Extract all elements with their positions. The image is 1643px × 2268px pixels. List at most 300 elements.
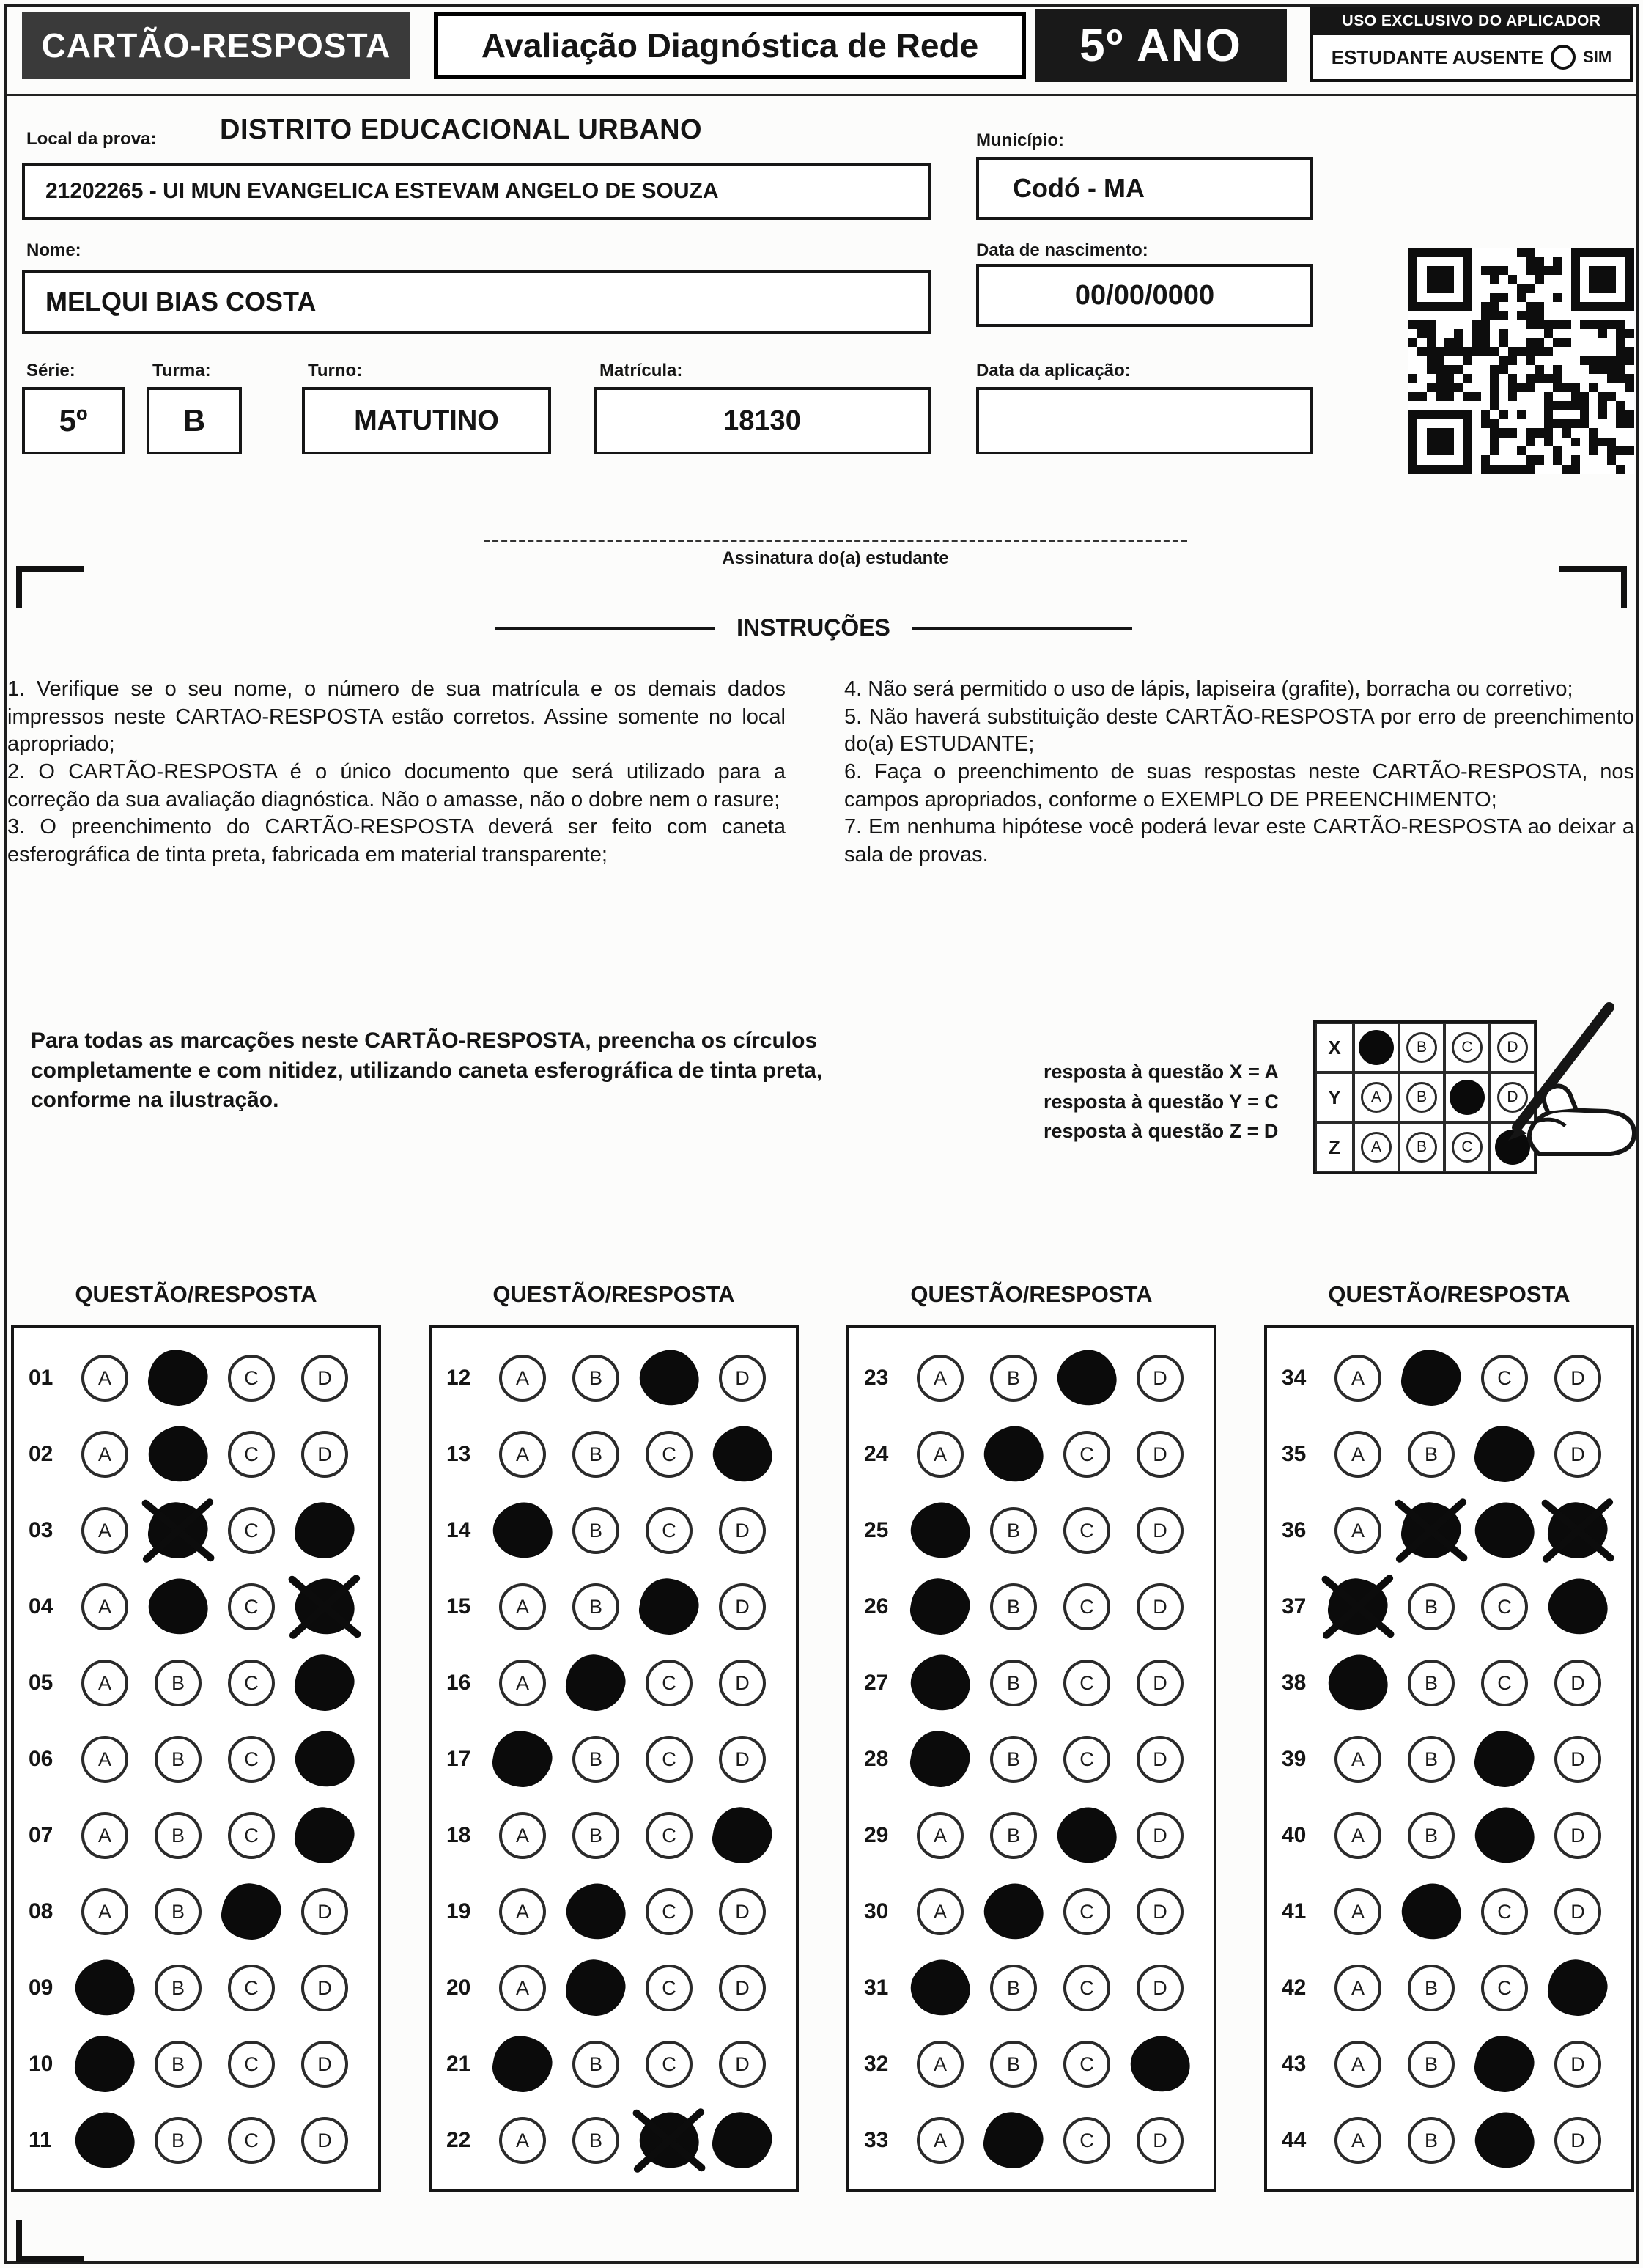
- example-bubble-b: B: [1406, 1082, 1437, 1113]
- bubble-01-d[interactable]: D: [301, 1355, 348, 1402]
- bubble-02-c[interactable]: C: [228, 1431, 275, 1478]
- answer-column-3: [846, 1325, 1216, 2192]
- bubble-42-a[interactable]: A: [1334, 1965, 1381, 2011]
- bubble-group: [486, 1950, 779, 2026]
- bubble-slot: [68, 2026, 141, 2102]
- question-row-17: [432, 1721, 796, 1797]
- bubble-18-c[interactable]: C: [646, 1812, 693, 1859]
- bubble-group: [68, 1645, 361, 1721]
- bubble-29-d[interactable]: D: [1137, 1812, 1184, 1859]
- question-number: 06: [29, 1747, 53, 1771]
- pen-mark: [1543, 1574, 1612, 1641]
- bubble-24-d[interactable]: D: [1137, 1431, 1184, 1478]
- bubble-15-a[interactable]: A: [499, 1583, 546, 1630]
- example-bubble-b: B: [1406, 1032, 1437, 1063]
- bubble-26-d[interactable]: D: [1137, 1583, 1184, 1630]
- bubble-20-d[interactable]: D: [719, 1965, 766, 2011]
- bubble-group: [1321, 1569, 1614, 1645]
- bubble-26-b[interactable]: B: [990, 1583, 1037, 1630]
- bubble-slot: [559, 1721, 632, 1797]
- bubble-slot: [1321, 2102, 1395, 2179]
- bubble-43-a[interactable]: A: [1334, 2041, 1381, 2088]
- pen-mark: [144, 1421, 213, 1488]
- bubble-08-d[interactable]: D: [301, 1888, 348, 1935]
- hand-pen-illustration: [1492, 997, 1643, 1173]
- bubble-slot: [706, 1874, 779, 1950]
- bubble-05-a[interactable]: A: [81, 1660, 128, 1706]
- bubble-06-a[interactable]: A: [81, 1736, 128, 1783]
- bubble-37-b[interactable]: B: [1408, 1583, 1455, 1630]
- bubble-02-a[interactable]: A: [81, 1431, 128, 1478]
- bubble-slot: [706, 2102, 779, 2179]
- example-bubble-d: D: [1497, 1082, 1528, 1113]
- pen-mark: [1470, 1803, 1539, 1869]
- question-number: 24: [864, 1442, 889, 1466]
- question-row-43: [1267, 2026, 1631, 2102]
- question-number: 44: [1282, 2128, 1307, 2152]
- grade-badge: 5º ANO: [1035, 9, 1287, 82]
- pen-mark: [979, 1421, 1048, 1488]
- local-value: DISTRITO EDUCACIONAL URBANO: [220, 114, 703, 145]
- bubble-38-b[interactable]: B: [1408, 1660, 1455, 1706]
- bubble-slot: [977, 1492, 1050, 1569]
- bubble-slot: [632, 1645, 706, 1721]
- bubble-14-d[interactable]: D: [719, 1507, 766, 1554]
- bubble-slot: [1395, 1797, 1468, 1874]
- bubble-group: [904, 1492, 1197, 1569]
- answers-section-title-4: QUESTÃO/RESPOSTA: [1328, 1281, 1570, 1307]
- instruction-item-1: 1. Verifique se o seu nome, o número de sua matrícula e os demais dados impressos neste CARTAO-RESPOSTA estão corretos. Assine somente no local apropriado;: [7, 677, 786, 756]
- example-cell: [1444, 1072, 1490, 1122]
- bubble-slot: [1123, 1340, 1197, 1416]
- bubble-11-c[interactable]: C: [228, 2117, 275, 2164]
- bubble-slot: [1541, 1340, 1614, 1416]
- bubble-slot: [141, 1569, 215, 1645]
- bubble-11-b[interactable]: B: [155, 2117, 202, 2164]
- bubble-06-c[interactable]: C: [228, 1736, 275, 1783]
- bubble-slot: [1541, 1492, 1614, 1569]
- absent-row: [1310, 35, 1633, 82]
- bubble-slot: [1541, 1416, 1614, 1492]
- bubble-slot: [1321, 1874, 1395, 1950]
- bubble-10-c[interactable]: C: [228, 2041, 275, 2088]
- bubble-09-b[interactable]: B: [155, 1965, 202, 2011]
- bubble-40-a[interactable]: A: [1334, 1812, 1381, 1859]
- question-row-23: [849, 1340, 1214, 1416]
- bubble-40-b[interactable]: B: [1408, 1812, 1455, 1859]
- bubble-slot: [141, 1874, 215, 1950]
- pen-mark: [1323, 1650, 1392, 1717]
- instructions-left-column: [7, 676, 786, 869]
- question-row-27: [849, 1645, 1214, 1721]
- local-label: Local da prova:: [26, 129, 157, 149]
- question-number: 32: [864, 2052, 889, 2076]
- bubble-16-a[interactable]: A: [499, 1660, 546, 1706]
- bubble-slot: [215, 2026, 288, 2102]
- bubble-08-a[interactable]: A: [81, 1888, 128, 1935]
- bubble-slot: [977, 1569, 1050, 1645]
- question-row-28: [849, 1721, 1214, 1797]
- question-row-01: [14, 1340, 378, 1416]
- bubble-group: [904, 1874, 1197, 1950]
- bubble-33-c[interactable]: C: [1063, 2117, 1110, 2164]
- pen-mark: [489, 1727, 556, 1792]
- bubble-slot: [1541, 1797, 1614, 1874]
- bubble-slot: [1468, 1645, 1541, 1721]
- question-row-10: [14, 2026, 378, 2102]
- bubble-30-d[interactable]: D: [1137, 1888, 1184, 1935]
- bubble-slot: [632, 2102, 706, 2179]
- question-row-31: [849, 1950, 1214, 2026]
- header-divider: [7, 94, 1636, 96]
- bubble-36-a[interactable]: A: [1334, 1507, 1381, 1554]
- bubble-group: [486, 1416, 779, 1492]
- bubble-10-b[interactable]: B: [155, 2041, 202, 2088]
- question-number: 28: [864, 1747, 889, 1771]
- bubble-42-b[interactable]: B: [1408, 1965, 1455, 2011]
- bubble-27-b[interactable]: B: [990, 1660, 1037, 1706]
- bubble-slot: [1050, 2102, 1123, 2179]
- bubble-04-c[interactable]: C: [228, 1583, 275, 1630]
- bubble-15-d[interactable]: D: [719, 1583, 766, 1630]
- bubble-25-b[interactable]: B: [990, 1507, 1037, 1554]
- bubble-33-a[interactable]: A: [917, 2117, 964, 2164]
- bubble-01-a[interactable]: A: [81, 1355, 128, 1402]
- bubble-slot: [706, 1492, 779, 1569]
- municipio-field: Codó - MA: [976, 157, 1313, 220]
- bubble-group: [904, 1416, 1197, 1492]
- bubble-slot: [1321, 1340, 1395, 1416]
- aplicador-title: USO EXCLUSIVO DO APLICADOR: [1310, 7, 1633, 35]
- question-number: 41: [1282, 1899, 1307, 1923]
- bubble-43-d[interactable]: D: [1554, 2041, 1601, 2088]
- question-row-26: [849, 1569, 1214, 1645]
- heading-line-left: [495, 627, 715, 630]
- question-row-39: [1267, 1721, 1631, 1797]
- bubble-slot: [632, 1569, 706, 1645]
- bubble-slot: [977, 1416, 1050, 1492]
- bubble-slot: [904, 1797, 977, 1874]
- bubble-19-a[interactable]: A: [499, 1888, 546, 1935]
- bubble-04-a[interactable]: A: [81, 1583, 128, 1630]
- bubble-slot: [1395, 2102, 1468, 2179]
- bubble-group: [1321, 1950, 1614, 2026]
- pen-mark: [1470, 2107, 1539, 2174]
- bubble-44-b[interactable]: B: [1408, 2117, 1455, 2164]
- bubble-38-d[interactable]: D: [1554, 1660, 1601, 1706]
- bubble-group: [486, 1874, 779, 1950]
- absent-checkbox-circle[interactable]: [1551, 45, 1576, 70]
- bubble-19-c[interactable]: C: [646, 1888, 693, 1935]
- bubble-slot: [68, 1416, 141, 1492]
- bubble-14-c[interactable]: C: [646, 1507, 693, 1554]
- question-number: 37: [1282, 1594, 1307, 1619]
- signature-line[interactable]: [484, 540, 1187, 542]
- bubble-03-a[interactable]: A: [81, 1507, 128, 1554]
- pen-mark: [1126, 2031, 1195, 2098]
- bubble-slot: [486, 1416, 559, 1492]
- bubble-34-c[interactable]: C: [1481, 1355, 1528, 1402]
- question-row-02: [14, 1416, 378, 1492]
- bubble-21-b[interactable]: B: [572, 2041, 619, 2088]
- bubble-07-c[interactable]: C: [228, 1812, 275, 1859]
- bubble-37-c[interactable]: C: [1481, 1583, 1528, 1630]
- bubble-slot: [1123, 1416, 1197, 1492]
- school-field: 21202265 - UI MUN EVANGELICA ESTEVAM ANGELO DE SOUZA: [22, 163, 931, 220]
- bubble-35-a[interactable]: A: [1334, 1431, 1381, 1478]
- bubble-25-d[interactable]: D: [1137, 1507, 1184, 1554]
- bubble-slot: [215, 1340, 288, 1416]
- question-number: 16: [446, 1671, 471, 1695]
- bubble-08-b[interactable]: B: [155, 1888, 202, 1935]
- bubble-30-a[interactable]: A: [917, 1888, 964, 1935]
- question-row-22: [432, 2102, 796, 2179]
- answers-section-title-3: QUESTÃO/RESPOSTA: [910, 1281, 1153, 1307]
- corner-bracket-top-right: [1559, 566, 1627, 608]
- bubble-39-b[interactable]: B: [1408, 1736, 1455, 1783]
- pen-mark: [70, 1955, 139, 2022]
- bubble-slot: [977, 1340, 1050, 1416]
- bubble-13-b[interactable]: B: [572, 1431, 619, 1478]
- bubble-group: [486, 1340, 779, 1416]
- turno-label: Turno:: [308, 361, 363, 380]
- bubble-12-d[interactable]: D: [719, 1355, 766, 1402]
- pen-mark: [144, 1574, 213, 1641]
- question-number: 11: [29, 2128, 52, 2152]
- bubble-09-d[interactable]: D: [301, 1965, 348, 2011]
- bubble-42-c[interactable]: C: [1481, 1965, 1528, 2011]
- bubble-slot: [904, 2026, 977, 2102]
- bubble-22-b[interactable]: B: [572, 2117, 619, 2164]
- bubble-02-d[interactable]: D: [301, 1431, 348, 1478]
- question-number: 33: [864, 2128, 889, 2152]
- bubble-slot: [486, 1492, 559, 1569]
- bubble-slot: [977, 2026, 1050, 2102]
- bubble-03-c[interactable]: C: [228, 1507, 275, 1554]
- bubble-22-a[interactable]: A: [499, 2117, 546, 2164]
- bubble-slot: [1050, 1645, 1123, 1721]
- bubble-32-b[interactable]: B: [990, 2041, 1037, 2088]
- question-number: 04: [29, 1594, 53, 1619]
- question-row-33: [849, 2102, 1214, 2179]
- bubble-21-c[interactable]: C: [646, 2041, 693, 2088]
- bubble-slot: [215, 1874, 288, 1950]
- heading-line-right: [912, 627, 1132, 630]
- bubble-slot: [486, 2102, 559, 2179]
- bubble-slot: [141, 2102, 215, 2179]
- bubble-28-c[interactable]: C: [1063, 1736, 1110, 1783]
- bubble-slot: [1123, 1950, 1197, 2026]
- bubble-group: [904, 1569, 1197, 1645]
- bubble-slot: [1050, 1874, 1123, 1950]
- bubble-41-c[interactable]: C: [1481, 1888, 1528, 1935]
- nascimento-field: 00/00/0000: [976, 264, 1313, 327]
- question-number: 20: [446, 1976, 471, 2000]
- bubble-44-d[interactable]: D: [1554, 2117, 1601, 2164]
- bubble-28-b[interactable]: B: [990, 1736, 1037, 1783]
- question-number: 26: [864, 1594, 889, 1619]
- bubble-slot: [486, 1797, 559, 1874]
- bubble-34-d[interactable]: D: [1554, 1355, 1601, 1402]
- bubble-31-b[interactable]: B: [990, 1965, 1037, 2011]
- corner-bracket-bottom-left: [16, 2220, 84, 2262]
- bubble-31-d[interactable]: D: [1137, 1965, 1184, 2011]
- bubble-13-c[interactable]: C: [646, 1431, 693, 1478]
- bubble-41-a[interactable]: A: [1334, 1888, 1381, 1935]
- bubble-24-c[interactable]: C: [1063, 1431, 1110, 1478]
- bubble-group: [1321, 2026, 1614, 2102]
- bubble-group: [1321, 1492, 1614, 1569]
- example-row-label: Z: [1315, 1122, 1354, 1172]
- bubble-13-a[interactable]: A: [499, 1431, 546, 1478]
- bubble-34-a[interactable]: A: [1334, 1355, 1381, 1402]
- question-number: 39: [1282, 1747, 1307, 1771]
- bubble-35-d[interactable]: D: [1554, 1431, 1601, 1478]
- bubble-16-d[interactable]: D: [719, 1660, 766, 1706]
- bubble-slot: [288, 1416, 361, 1492]
- bubble-group: [68, 2102, 361, 2179]
- question-number: 34: [1282, 1366, 1307, 1390]
- bubble-slot: [1050, 1950, 1123, 2026]
- bubble-slot: [486, 1569, 559, 1645]
- aplicacao-label: Data da aplicação:: [976, 361, 1131, 380]
- bubble-slot: [288, 1340, 361, 1416]
- bubble-07-a[interactable]: A: [81, 1812, 128, 1859]
- bubble-slot: [215, 1950, 288, 2026]
- bubble-slot: [215, 1492, 288, 1569]
- bubble-15-b[interactable]: B: [572, 1583, 619, 1630]
- bubble-35-b[interactable]: B: [1408, 1431, 1455, 1478]
- bubble-group: [904, 1721, 1197, 1797]
- bubble-slot: [1468, 1950, 1541, 2026]
- bubble-slot: [706, 1416, 779, 1492]
- example-legend: [1044, 1057, 1279, 1146]
- bubble-39-a[interactable]: A: [1334, 1736, 1381, 1783]
- question-row-19: [432, 1874, 796, 1950]
- bubble-slot: [904, 1721, 977, 1797]
- question-row-37: [1267, 1569, 1631, 1645]
- pen-mark: [291, 1498, 358, 1564]
- bubble-slot: [215, 2102, 288, 2179]
- bubble-slot: [1468, 1416, 1541, 1492]
- bubble-40-d[interactable]: D: [1554, 1812, 1601, 1859]
- bubble-slot: [559, 2026, 632, 2102]
- question-number: 42: [1282, 1976, 1307, 2000]
- question-number: 15: [446, 1594, 471, 1619]
- bubble-05-c[interactable]: C: [228, 1660, 275, 1706]
- question-row-25: [849, 1492, 1214, 1569]
- bubble-21-d[interactable]: D: [719, 2041, 766, 2088]
- bubble-slot: [559, 1797, 632, 1874]
- bubble-29-a[interactable]: A: [917, 1812, 964, 1859]
- bubble-24-a[interactable]: A: [917, 1431, 964, 1478]
- bubble-slot: [1321, 1492, 1395, 1569]
- question-row-11: [14, 2102, 378, 2179]
- pen-mark: [709, 2108, 776, 2173]
- bubble-slot: [1123, 1569, 1197, 1645]
- bubble-43-b[interactable]: B: [1408, 2041, 1455, 2088]
- bubble-slot: [68, 2102, 141, 2179]
- question-row-41: [1267, 1874, 1631, 1950]
- bubble-11-d[interactable]: D: [301, 2117, 348, 2164]
- bubble-39-d[interactable]: D: [1554, 1736, 1601, 1783]
- question-number: 07: [29, 1823, 53, 1847]
- bubble-29-b[interactable]: B: [990, 1812, 1037, 1859]
- bubble-17-c[interactable]: C: [646, 1736, 693, 1783]
- bubble-20-a[interactable]: A: [499, 1965, 546, 2011]
- question-row-14: [432, 1492, 796, 1569]
- bubble-12-b[interactable]: B: [572, 1355, 619, 1402]
- bubble-33-d[interactable]: D: [1137, 2117, 1184, 2164]
- bubble-23-a[interactable]: A: [917, 1355, 964, 1402]
- question-number: 18: [446, 1823, 471, 1847]
- bubble-30-c[interactable]: C: [1063, 1888, 1110, 1935]
- bubble-28-d[interactable]: D: [1137, 1736, 1184, 1783]
- bubble-slot: [1468, 1797, 1541, 1874]
- bubble-18-a[interactable]: A: [499, 1812, 546, 1859]
- question-row-15: [432, 1569, 796, 1645]
- example-bubble-c: C: [1452, 1032, 1483, 1063]
- bubble-23-b[interactable]: B: [990, 1355, 1037, 1402]
- pen-mark: [1544, 1956, 1611, 2021]
- bubble-18-b[interactable]: B: [572, 1812, 619, 1859]
- question-number: 35: [1282, 1442, 1307, 1466]
- pen-mark: [979, 1879, 1048, 1945]
- bubble-01-c[interactable]: C: [228, 1355, 275, 1402]
- bubble-06-b[interactable]: B: [155, 1736, 202, 1783]
- bubble-slot: [904, 1950, 977, 2026]
- bubble-07-b[interactable]: B: [155, 1812, 202, 1859]
- bubble-27-d[interactable]: D: [1137, 1660, 1184, 1706]
- bubble-12-a[interactable]: A: [499, 1355, 546, 1402]
- bubble-17-b[interactable]: B: [572, 1736, 619, 1783]
- bubble-41-d[interactable]: D: [1554, 1888, 1601, 1935]
- bubble-27-c[interactable]: C: [1063, 1660, 1110, 1706]
- qr-code: [1408, 248, 1634, 474]
- bubble-26-c[interactable]: C: [1063, 1583, 1110, 1630]
- bubble-10-d[interactable]: D: [301, 2041, 348, 2088]
- bubble-group: [1321, 1340, 1614, 1416]
- bubble-32-a[interactable]: A: [917, 2041, 964, 2088]
- bubble-31-c[interactable]: C: [1063, 1965, 1110, 2011]
- bubble-slot: [1541, 1645, 1614, 1721]
- bubble-25-c[interactable]: C: [1063, 1507, 1110, 1554]
- answer-column-2: [429, 1325, 799, 2192]
- bubble-44-a[interactable]: A: [1334, 2117, 1381, 2164]
- bubble-16-c[interactable]: C: [646, 1660, 693, 1706]
- bubble-38-c[interactable]: C: [1481, 1660, 1528, 1706]
- bubble-20-c[interactable]: C: [646, 1965, 693, 2011]
- bubble-14-b[interactable]: B: [572, 1507, 619, 1554]
- bubble-17-d[interactable]: D: [719, 1736, 766, 1783]
- bubble-slot: [288, 1569, 361, 1645]
- pen-mark: [1052, 1803, 1121, 1869]
- pen-mark: [290, 1726, 359, 1793]
- bubble-slot: [1050, 1416, 1123, 1492]
- question-row-06: [14, 1721, 378, 1797]
- bubble-group: [1321, 1721, 1614, 1797]
- bubble-32-c[interactable]: C: [1063, 2041, 1110, 2088]
- pen-mark: [708, 1421, 777, 1488]
- bubble-23-d[interactable]: D: [1137, 1355, 1184, 1402]
- bubble-05-b[interactable]: B: [155, 1660, 202, 1706]
- bubble-19-d[interactable]: D: [719, 1888, 766, 1935]
- instructions-title: INSTRUÇÕES: [736, 614, 890, 641]
- bubble-slot: [706, 1721, 779, 1797]
- bubble-09-c[interactable]: C: [228, 1965, 275, 2011]
- instruction-item-4: 4. Não será permitido o uso de lápis, lapiseira (grafite), borracha ou corretivo;: [844, 677, 1573, 701]
- bubble-group: [68, 1569, 361, 1645]
